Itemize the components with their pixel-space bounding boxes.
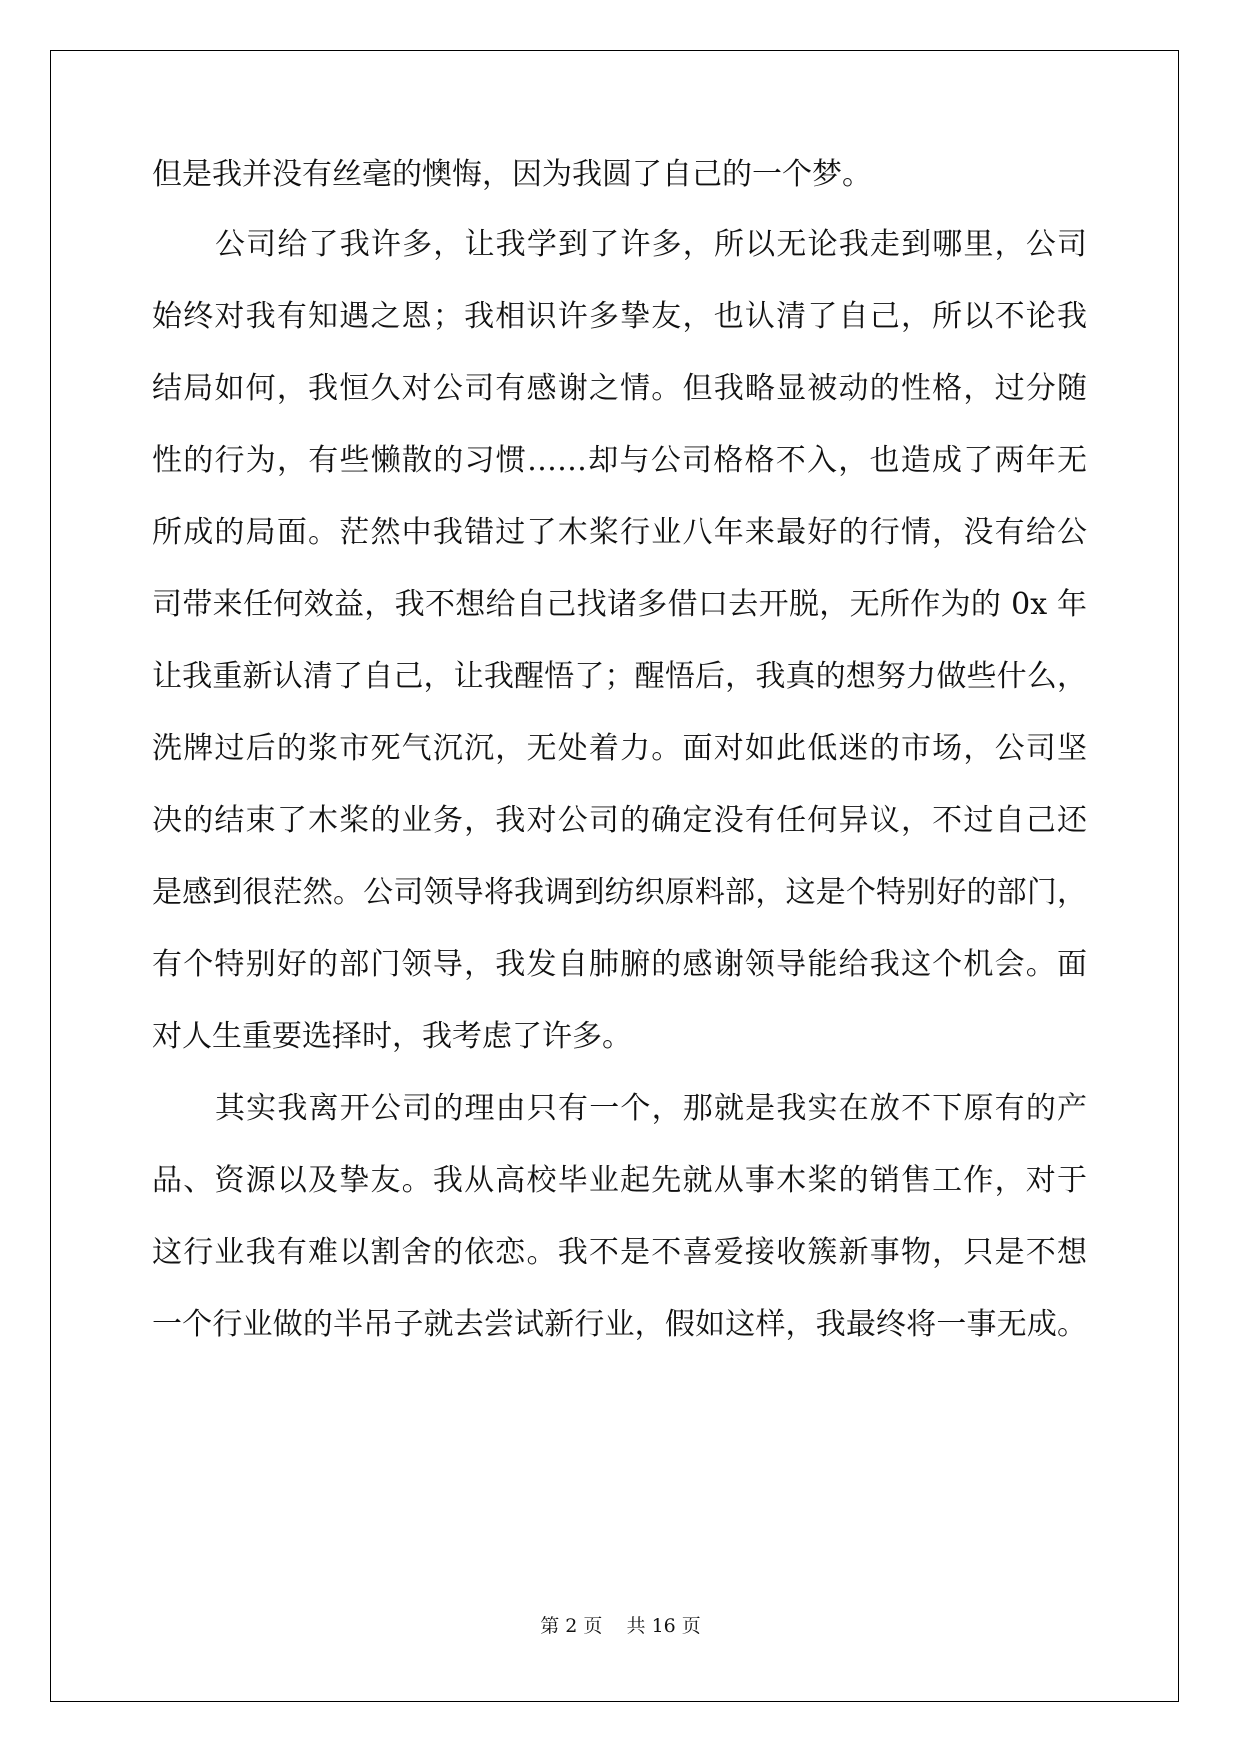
paragraph-line: 决的结束了木桨的业务，我对公司的确定没有任何异议，不过自己还 (152, 803, 1087, 838)
paragraph-line: 让我重新认清了自己，让我醒悟了；醒悟后，我真的想努力做些什么， (152, 659, 1087, 694)
paragraph-line: 洗牌过后的浆市死气沉沉，无处着力。面对如此低迷的市场，公司坚 (152, 731, 1087, 766)
paragraph-line: 有个特别好的部门领导，我发自肺腑的感谢领导能给我这个机会。面 (152, 947, 1087, 982)
paragraph-line: 这行业我有难以割舍的依恋。我不是不喜爱接收簇新事物，只是不想 (152, 1235, 1087, 1270)
paragraph-line: 其实我离开公司的理由只有一个，那就是我实在放不下原有的产 (215, 1091, 1087, 1126)
paragraph-line: 一个行业做的半吊子就去尝试新行业，假如这样，我最终将一事无成。 (152, 1307, 1087, 1342)
paragraph-line: 所成的局面。茫然中我错过了木桨行业八年来最好的行情，没有给公 (152, 515, 1087, 550)
page-number-footer: 第 2 页 共 16 页 (540, 1615, 701, 1637)
paragraph-line: 是感到很茫然。公司领导将我调到纺织原料部，这是个特别好的部门， (152, 875, 1087, 910)
paragraph-line: 性的行为，有些懒散的习惯……却与公司格格不入，也造成了两年无 (152, 443, 1087, 478)
paragraph-line: 品、资源以及挚友。我从高校毕业起先就从事木桨的销售工作，对于 (152, 1163, 1087, 1198)
paragraph-line: 对人生重要选择时，我考虑了许多。 (152, 1019, 632, 1054)
paragraph-line: 司带来任何效益，我不想给自己找诸多借口去开脱，无所作为的 0x 年 (152, 587, 1087, 622)
paragraph-line: 但是我并没有丝毫的懊悔，因为我圆了自己的一个梦。 (152, 157, 872, 192)
paragraph-line: 始终对我有知遇之恩；我相识许多挚友，也认清了自己，所以不论我 (152, 299, 1087, 334)
paragraph-line: 公司给了我许多，让我学到了许多，所以无论我走到哪里，公司 (215, 227, 1087, 262)
paragraph-line: 结局如何，我恒久对公司有感谢之情。但我略显被动的性格，过分随 (152, 371, 1087, 406)
